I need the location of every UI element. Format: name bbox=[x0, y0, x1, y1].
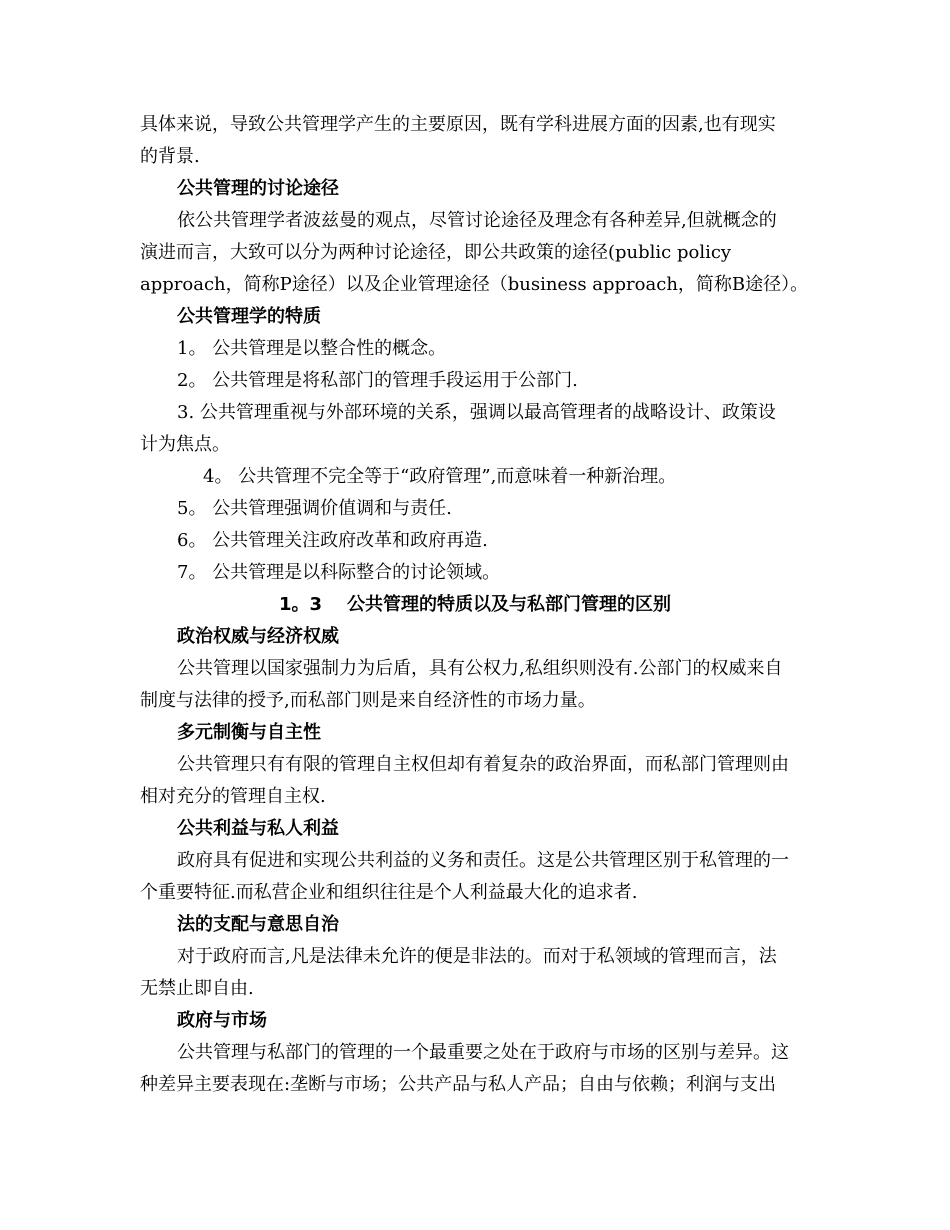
list-item: 7。 公共管理是以科际整合的讨论领域。 bbox=[177, 562, 501, 583]
paragraph-line: 具体来说，导致公共管理学产生的主要原因，既有学科进展方面的因素,也有现实 bbox=[140, 114, 776, 135]
paragraph-line: 相对充分的管理自主权. bbox=[140, 786, 326, 807]
list-item: 5。 公共管理强调价值调和与责任. bbox=[177, 498, 452, 519]
paragraph-line: 无禁止即自由. bbox=[140, 978, 254, 999]
list-item: 6。 公共管理关注政府改革和政府再造. bbox=[177, 530, 488, 551]
section-heading: 公共管理的讨论途径 bbox=[177, 178, 339, 199]
section-heading: 政府与市场 bbox=[177, 1010, 267, 1031]
section-heading: 多元制衡与自主性 bbox=[177, 722, 321, 743]
section-heading: 政治权威与经济权威 bbox=[177, 626, 339, 647]
paragraph-line: 公共管理只有有限的管理自主权但却有着复杂的政治界面，而私部门管理则由 bbox=[177, 754, 789, 775]
section-heading: 公共管理学的特质 bbox=[177, 306, 321, 327]
paragraph-line: 公共管理以国家强制力为后盾，具有公权力,私组织则没有.公部门的权威来自 bbox=[177, 658, 783, 679]
list-item: 1。 公共管理是以整合性的概念。 bbox=[177, 338, 447, 359]
list-item: 3. 公共管理重视与外部环境的关系，强调以最高管理者的战略设计、政策设 bbox=[177, 402, 776, 423]
paragraph-line: 个重要特征.而私营企业和组织往往是个人利益最大化的追求者. bbox=[140, 882, 638, 903]
paragraph-line: 的背景. bbox=[140, 146, 200, 167]
paragraph-line: 计为焦点。 bbox=[140, 434, 230, 455]
list-item: 2。 公共管理是将私部门的管理手段运用于公部门. bbox=[177, 370, 578, 391]
paragraph-line: 政府具有促进和实现公共利益的义务和责任。这是公共管理区别于私管理的一 bbox=[177, 850, 789, 871]
paragraph-line: 制度与法律的授予,而私部门则是来自经济性的市场力量。 bbox=[140, 690, 596, 711]
section-heading: 公共利益与私人利益 bbox=[177, 818, 339, 839]
paragraph-line: 公共管理与私部门的管理的一个最重要之处在于政府与市场的区别与差异。这 bbox=[177, 1042, 789, 1063]
paragraph-line: 种差异主要表现在:垄断与市场；公共产品与私人产品；自由与依赖；利润与支出 bbox=[140, 1074, 777, 1095]
section-heading: 法的支配与意思自治 bbox=[177, 914, 339, 935]
paragraph-line: 对于政府而言,凡是法律未允许的便是非法的。而对于私领域的管理而言，法 bbox=[177, 946, 777, 967]
paragraph-line: approach，简称P途径）以及企业管理途径（business approach，简称B途径）。 bbox=[140, 274, 809, 295]
paragraph-line: 演进而言，大致可以分为两种讨论途径，即公共政策的途径(public policy bbox=[140, 242, 732, 263]
paragraph-line: 依公共管理学者波兹曼的观点，尽管讨论途径及理念有各种差异,但就概念的 bbox=[177, 210, 777, 231]
chapter-heading: 1。3 公共管理的特质以及与私部门管理的区别 bbox=[278, 594, 672, 615]
list-item: 4。 公共管理不完全等于“政府管理”,而意味着一种新治理。 bbox=[203, 466, 677, 487]
